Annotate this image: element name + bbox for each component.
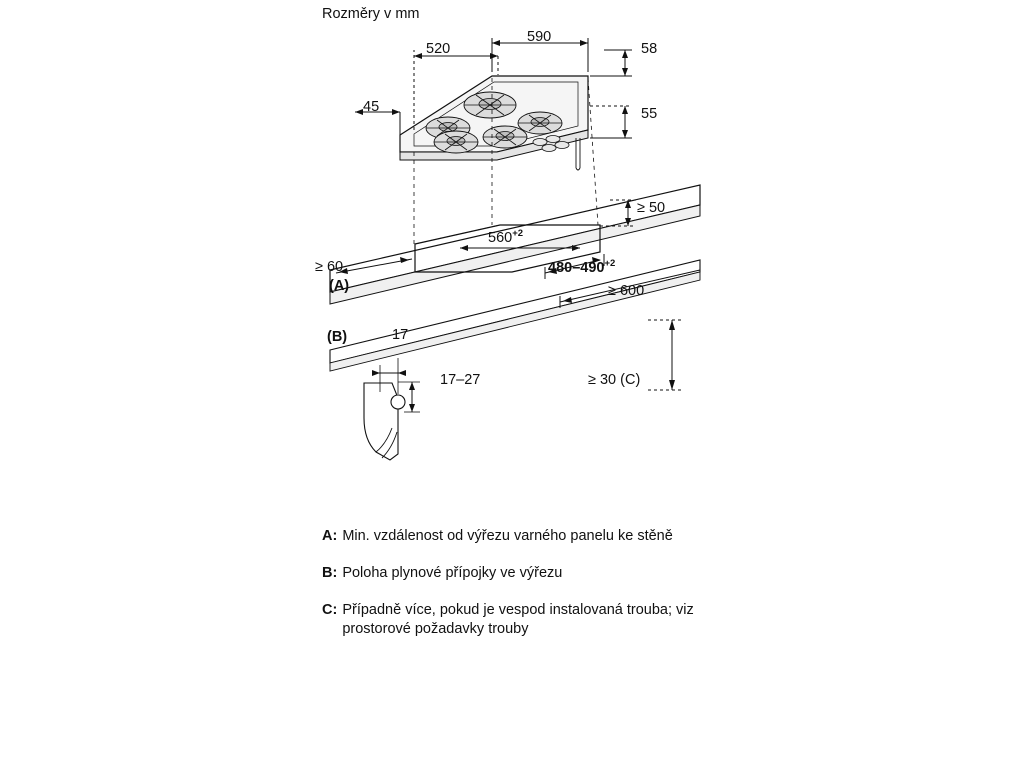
legend-row-c bbox=[322, 601, 702, 639]
dim-45: 45 bbox=[363, 99, 380, 115]
legend-row-a bbox=[322, 527, 702, 546]
page-title: Rozměry v mm bbox=[322, 6, 420, 22]
dim-cutout-width-tolerance: +2 bbox=[512, 228, 524, 239]
dim-cutout-depth bbox=[548, 258, 615, 276]
label-a: (A) bbox=[329, 278, 350, 294]
burner-rear-center bbox=[464, 92, 516, 118]
dim-520: 520 bbox=[426, 41, 451, 57]
burner-right bbox=[518, 112, 562, 134]
legend-text-c: Případně více, pokud je vespod instalovaná trouba; viz prostorové požadavky trouby bbox=[342, 601, 694, 637]
dim-590: 590 bbox=[527, 29, 552, 45]
dim-worktop-depth: ≥ 600 bbox=[608, 283, 645, 299]
installation-drawing bbox=[0, 20, 1024, 520]
dim-bracket-offset: 17–27 bbox=[440, 372, 481, 388]
detail-b-bracket bbox=[364, 358, 420, 460]
dim-cutout-width bbox=[488, 228, 523, 246]
legend-row-b bbox=[322, 564, 702, 583]
dim-58: 58 bbox=[641, 41, 658, 57]
legend-key-c: C: bbox=[322, 601, 338, 618]
dim-clearance-below bbox=[588, 371, 640, 389]
legend-text-a: Min. vzdálenost od výřezu varného panelu ke stěně bbox=[342, 528, 673, 544]
label-c-inline: (C) bbox=[620, 372, 641, 388]
label-b: (B) bbox=[327, 329, 348, 345]
hob-view bbox=[400, 76, 588, 170]
dim-cutout-depth-value: 480–490 bbox=[548, 259, 605, 276]
dim-55: 55 bbox=[641, 106, 658, 122]
dim-clearance-side: ≥ 60 bbox=[315, 259, 344, 275]
dim-clearance-rear: ≥ 50 bbox=[637, 200, 666, 216]
dim-clearance-below-value: ≥ 30 bbox=[588, 372, 617, 388]
dim-bracket-width: 17 bbox=[392, 327, 409, 343]
dim-cutout-width-value: 560 bbox=[488, 229, 513, 246]
burner-front-center bbox=[483, 126, 527, 148]
dim-cutout-depth-tolerance: +2 bbox=[604, 258, 616, 269]
legend-key-b: B: bbox=[322, 564, 338, 581]
legend-key-a: A: bbox=[322, 528, 338, 544]
legend bbox=[322, 527, 702, 656]
burner-front-left bbox=[434, 131, 478, 153]
legend-text-b: Poloha plynové přípojky ve výřezu bbox=[342, 564, 563, 581]
